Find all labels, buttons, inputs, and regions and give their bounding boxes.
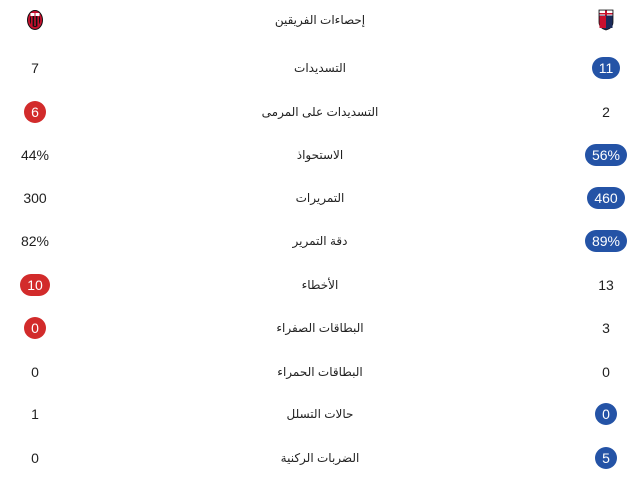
right-team-value: 56% (585, 144, 627, 166)
stats-title: إحصاءات الفريقين (274, 13, 366, 27)
stat-label: البطاقات الحمراء (277, 365, 363, 379)
stat-row (0, 221, 640, 261)
stat-label: التمريرات (295, 191, 345, 205)
left-team-value: 300 (23, 190, 47, 206)
stat-row (0, 438, 640, 478)
left-team-value: 0 (24, 317, 46, 339)
stat-row (0, 394, 640, 434)
stat-label: التسديدات على المرمى (261, 105, 379, 119)
stat-label: البطاقات الصفراء (276, 321, 364, 335)
right-team-value: 89% (585, 230, 627, 252)
stat-row (0, 178, 640, 218)
stat-label: الضربات الركنية (280, 451, 360, 465)
stats-header-row (0, 0, 640, 40)
stat-row (0, 308, 640, 348)
stat-row (0, 265, 640, 305)
right-team-value: 460 (587, 187, 624, 209)
right-team-value: 2 (602, 104, 610, 120)
right-team-crest-cell (566, 0, 640, 40)
right-team-value: 13 (598, 277, 614, 293)
right-team-value: 5 (595, 447, 617, 469)
right-team-value: 3 (602, 320, 610, 336)
left-team-value: 0 (31, 450, 39, 466)
stat-row (0, 352, 640, 392)
left-team-value: 10 (20, 274, 50, 296)
bologna-crest-icon (598, 9, 614, 31)
stat-row (0, 135, 640, 175)
right-team-value: 0 (595, 403, 617, 425)
left-team-value: 7 (31, 60, 39, 76)
left-team-value: 1 (31, 406, 39, 422)
left-team-crest-cell (0, 0, 70, 40)
stat-label: الاستحواذ (296, 148, 344, 162)
stat-label: التسديدات (294, 61, 346, 75)
ac-milan-crest-icon (27, 9, 43, 31)
stat-row (0, 48, 640, 88)
stat-label: حالات التسلل (286, 407, 354, 421)
left-team-value: 6 (24, 101, 46, 123)
stat-label: دقة التمرير (292, 234, 348, 248)
left-team-value: 82% (20, 233, 50, 249)
stat-row (0, 92, 640, 132)
right-team-value: 11 (592, 57, 621, 79)
right-team-value: 0 (602, 364, 610, 380)
left-team-value: 44% (20, 147, 50, 163)
left-team-value: 0 (31, 364, 39, 380)
stat-label: الأخطاء (301, 278, 339, 292)
